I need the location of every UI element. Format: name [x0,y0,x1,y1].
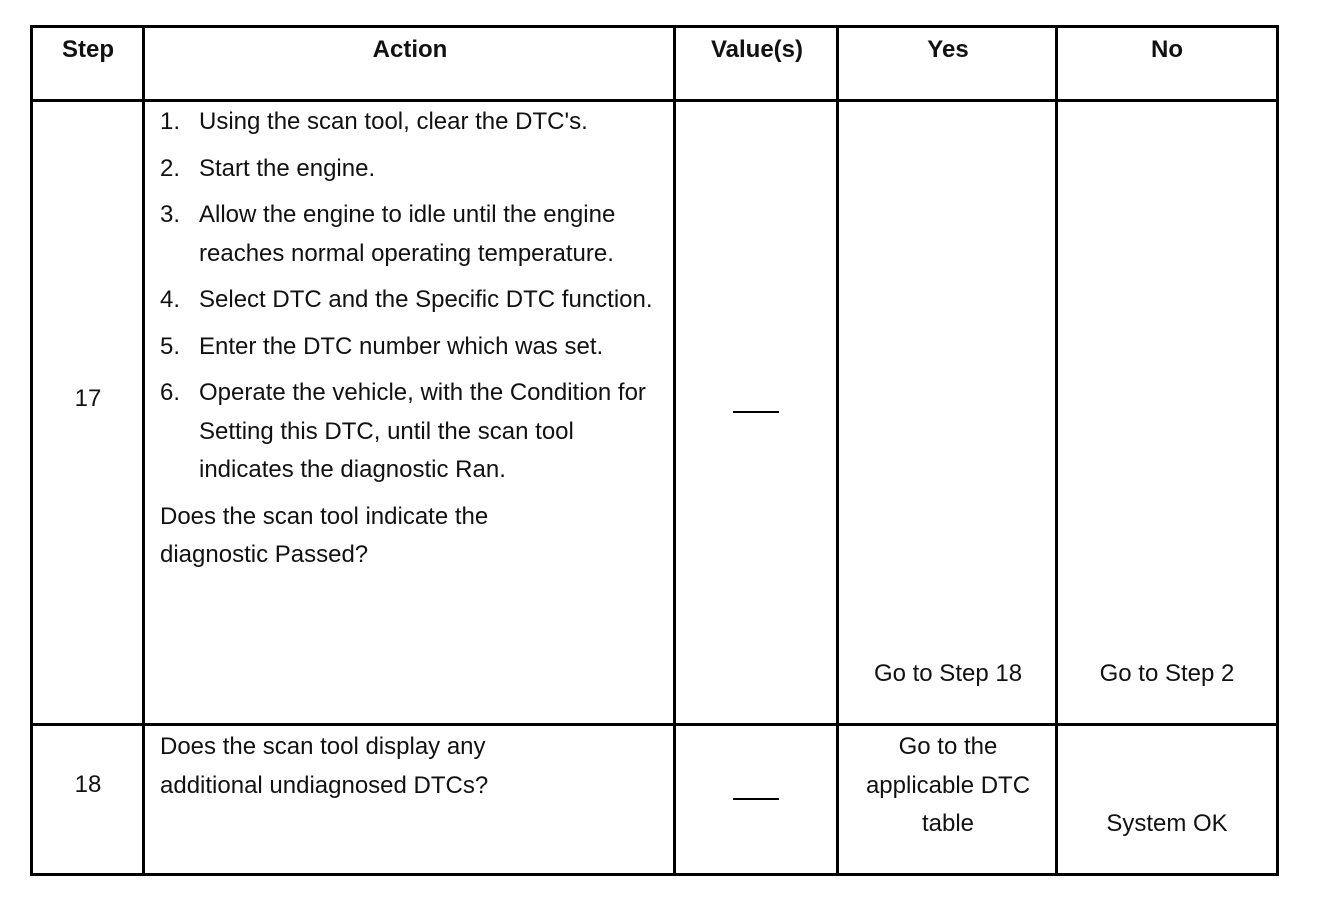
column-divider [142,28,145,873]
header-action: Action [372,36,448,63]
question-18: Does the scan tool display any additional undiagnosed DTCs? [160,733,489,799]
yes-result-18: Go to the applicable DTC table [865,733,1031,837]
step-number-18: 18 [74,771,102,798]
action-step-5: 5. Enter the DTC number which was set. [160,332,604,360]
header-step: Step [61,36,114,63]
action-step-2: 2. Start the engine. [160,154,376,182]
no-result-17: Go to Step 2 [1099,660,1235,687]
action-step-4: 4. Select DTC and the Specific DTC function. [160,286,653,313]
value-dash-18 [733,798,779,800]
action-step-6: 6. Operate the vehicle, with the Condition for Setting this DTC, until the scan tool indicates the diagnostic Ran. [160,379,646,483]
action-steps-list [160,103,665,490]
column-divider [836,28,839,873]
header-values: Value(s) [710,36,804,63]
column-divider [1055,28,1058,873]
action-step-1: 1. Using the scan tool, clear the DTC's. [160,108,588,135]
step-number-17: 17 [74,385,102,412]
row-divider [33,99,1276,102]
no-result-18: System OK [1106,810,1228,837]
action-cell-17 [160,103,665,575]
header-no: No [1151,36,1183,63]
row-divider [33,723,1276,726]
header-yes: Yes [927,36,969,63]
column-divider [673,28,676,873]
value-dash-17 [733,411,779,413]
action-step-3: 3. Allow the engine to idle until the engine reaches normal operating temperature. [160,201,616,267]
question-17: Does the scan tool indicate the diagnostic Passed? [160,502,489,568]
diagnostic-table [30,25,1279,876]
yes-result-17: Go to Step 18 [873,660,1023,687]
